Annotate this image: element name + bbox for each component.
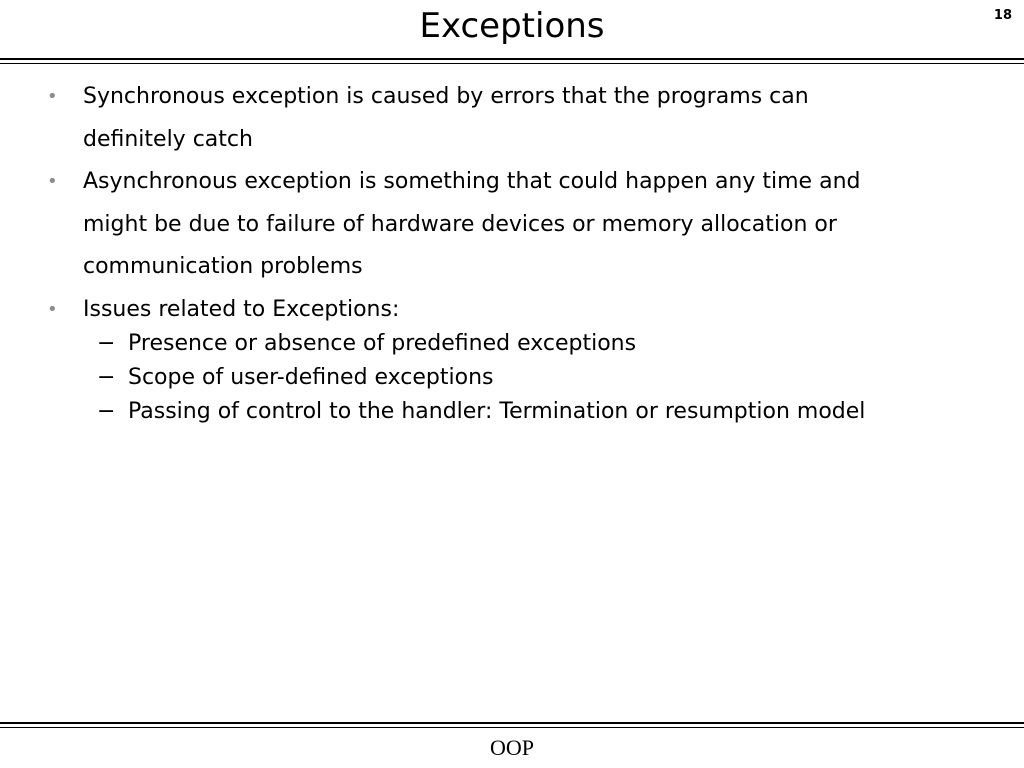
- slide-title: Exceptions: [419, 6, 605, 46]
- dash-icon: −: [97, 365, 116, 390]
- bullet-line: Issues related to Exceptions:: [83, 296, 400, 322]
- sub-bullet-text: Presence or absence of predefined exceptions: [128, 331, 637, 356]
- slide-footer: OOP: [489, 735, 534, 760]
- bullet-item: [0, 161, 1024, 289]
- dash-icon: −: [97, 399, 116, 424]
- dash-icon: −: [97, 331, 116, 356]
- sub-bullet-item: [0, 361, 1024, 395]
- sub-bullet-text: Passing of control to the handler: Termination or resumption model: [128, 399, 866, 424]
- bullet-icon: •: [47, 171, 58, 192]
- bullet-icon: •: [47, 86, 58, 107]
- header-rule-thin: [0, 63, 1024, 64]
- bullet-item: [0, 76, 1024, 161]
- footer-rule: [0, 722, 1024, 724]
- bullet-line: Asynchronous exception is something that could happen any time and: [83, 169, 861, 194]
- header-rule: [0, 58, 1024, 60]
- bullet-line: communication problems: [83, 254, 363, 279]
- slide-content: [0, 76, 1024, 429]
- sub-bullet-list: [0, 327, 1024, 429]
- bullet-line: Synchronous exception is caused by errors that the programs can: [83, 84, 809, 109]
- sub-bullet-text: Scope of user-defined exceptions: [128, 365, 494, 390]
- bullet-line: definitely catch: [83, 126, 253, 152]
- bullet-item: [0, 289, 1024, 332]
- footer-rule-thin: [0, 727, 1024, 728]
- sub-bullet-item: [0, 327, 1024, 361]
- bullet-icon: •: [47, 298, 58, 320]
- page-number: 18: [993, 8, 1012, 23]
- bullet-line: might be due to failure of hardware devices or memory allocation or: [83, 211, 837, 237]
- sub-bullet-item: [0, 395, 1024, 429]
